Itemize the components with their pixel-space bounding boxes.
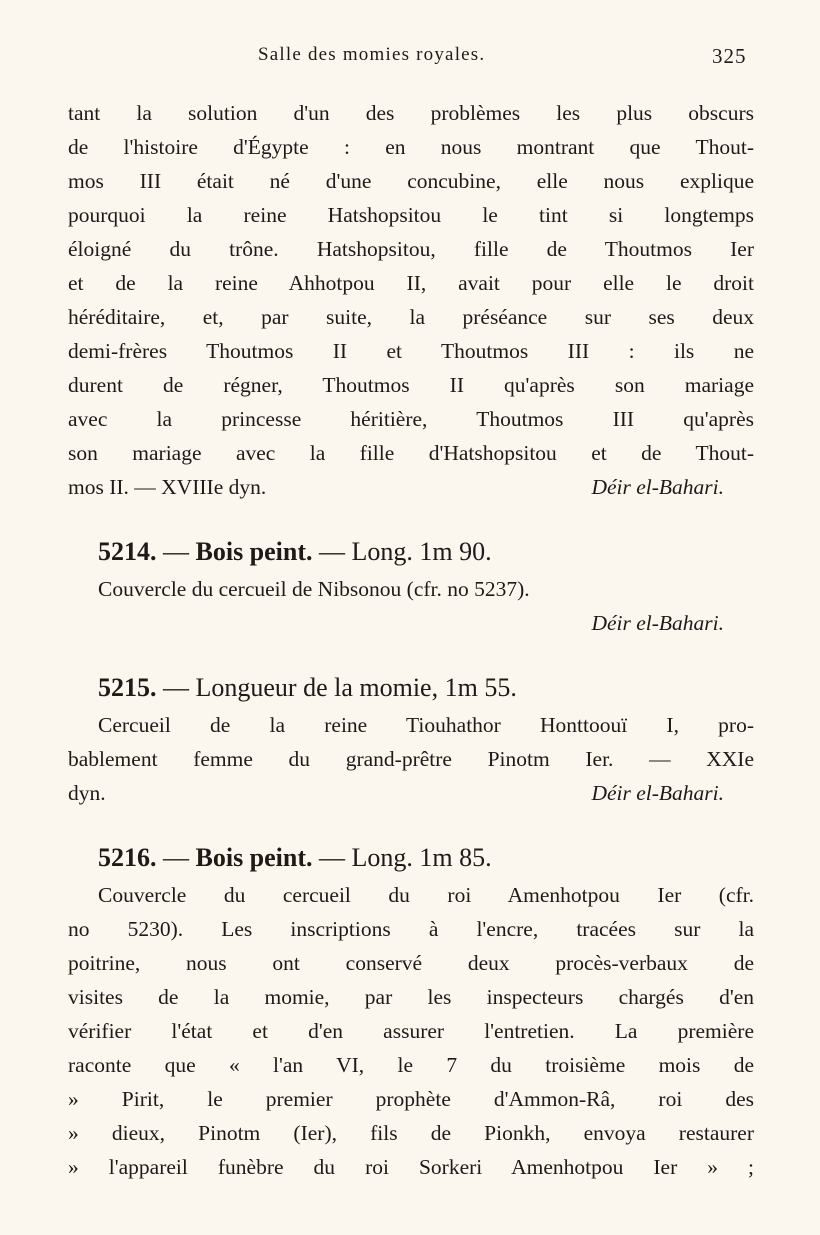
text-line: vérifier l'état et d'en assurer l'entretien. La première [68, 1019, 754, 1043]
find-location: Déir el-Bahari. [591, 781, 724, 805]
dynasty-note: dyn. [68, 781, 106, 805]
entry-dash: — [319, 843, 346, 872]
text-line: Couvercle du cercueil du roi Amenhotpou Ier (cfr. [98, 883, 754, 907]
text-line: poitrine, nous ont conservé deux procès-verbaux de [68, 951, 754, 975]
text-line: éloigné du trône. Hatshopsitou, fille de Thoutmos Ier [68, 237, 754, 261]
text-line-last [68, 470, 754, 504]
text-line: no 5230). Les inscriptions à l'encre, tracées sur la [68, 917, 754, 941]
catalogue-entry-5214 [68, 532, 754, 640]
entry-material: Bois peint. [195, 537, 313, 566]
text-line: bablement femme du grand-prêtre Pinotm Ier. — XXIe [68, 747, 754, 771]
entry-number: 5214. [98, 537, 157, 566]
text-line: mos III était né d'une concubine, elle nous explique [68, 169, 754, 193]
text-line: Cercueil de la reine Tiouhathor Honttoouï I, pro- [98, 713, 754, 737]
entry-measure: Long. 1m 90. [351, 537, 492, 566]
text-line: et de la reine Ahhotpou II, avait pour elle le droit [68, 271, 754, 295]
find-location-line [68, 606, 754, 640]
entry-measure: Long. 1m 85. [351, 843, 492, 872]
text-line: raconte que « l'an VI, le 7 du troisième mois de [68, 1053, 754, 1077]
entry-heading [68, 532, 754, 572]
find-location: Déir el-Bahari. [591, 475, 724, 499]
entry-measure-label: Longueur de la momie, [195, 673, 439, 702]
entry-dash: — [163, 537, 189, 566]
find-location: Déir el-Bahari. [591, 611, 724, 635]
running-head [0, 44, 820, 74]
text-line: » l'appareil funèbre du roi Sorkeri Amenhotpou Ier » ; [68, 1155, 754, 1179]
text-line: son mariage avec la fille d'Hatshopsitou et de Thout- [68, 441, 754, 465]
entry-dash: — [163, 843, 189, 872]
entry-measure: 1m 55. [444, 673, 517, 702]
intro-paragraph [68, 96, 754, 504]
entry-heading [68, 838, 754, 878]
text-line: visites de la momie, par les inspecteurs chargés d'en [68, 985, 754, 1009]
text-line: Couvercle du cercueil de Nibsonou (cfr. no 5237). [98, 577, 530, 601]
text-line: » dieux, Pinotm (Ier), fils de Pionkh, envoya restaurer [68, 1121, 754, 1145]
text-line: avec la princesse héritière, Thoutmos III qu'après [68, 407, 754, 431]
page-number: 325 [712, 44, 747, 68]
entry-heading [68, 668, 754, 708]
text-line: pourquoi la reine Hatshopsitou le tint si longtemps [68, 203, 754, 227]
entry-dash: — [319, 537, 346, 566]
text-line-last [68, 776, 754, 810]
dynasty-note: mos II. — XVIIIe dyn. [68, 475, 267, 499]
running-title: Salle des momies royales. [258, 44, 486, 65]
entry-number: 5216. [98, 843, 157, 872]
entry-material: Bois peint. [195, 843, 313, 872]
text-line: demi-frères Thoutmos II et Thoutmos III : ils ne [68, 339, 754, 363]
catalogue-entry-5215 [68, 668, 754, 810]
text-line: durent de régner, Thoutmos II qu'après son mariage [68, 373, 754, 397]
text-line: héréditaire, et, par suite, la préséance sur ses deux [68, 305, 754, 329]
entry-dash: — [163, 673, 189, 702]
catalogue-entry-5216 [68, 838, 754, 1184]
entry-number: 5215. [98, 673, 157, 702]
text-line: de l'histoire d'Égypte : en nous montrant que Thout- [68, 135, 754, 159]
text-line: » Pirit, le premier prophète d'Ammon-Râ, roi des [68, 1087, 754, 1111]
text-line: tant la solution d'un des problèmes les plus obscurs [68, 101, 754, 125]
